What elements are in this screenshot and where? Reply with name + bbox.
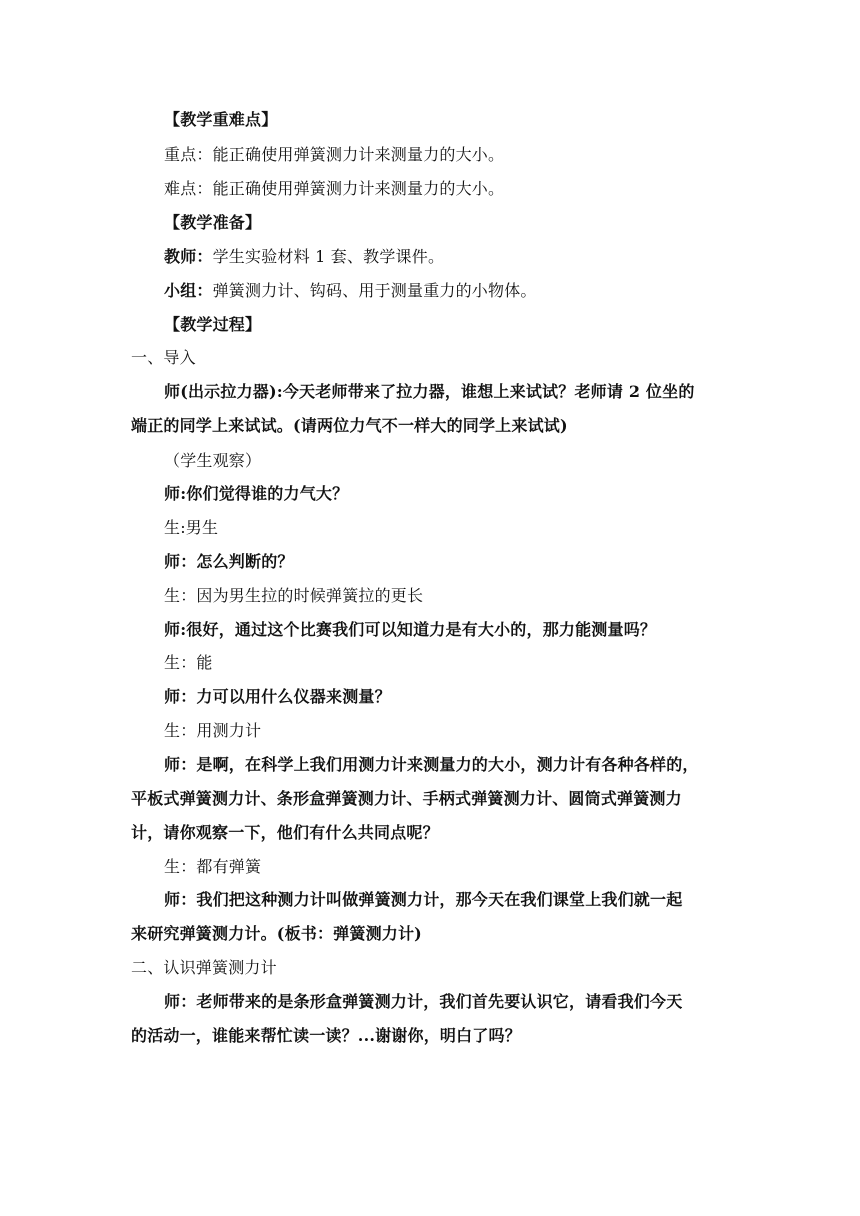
heading-process: 【教学过程】 (164, 315, 262, 334)
difficult-point-line: 难点：能正确使用弹簧测力计来测量力的大小。 (164, 179, 505, 198)
teacher-line: 计，请你观察一下，他们有什么共同点呢？ (131, 823, 439, 842)
teacher-line: 师:很好，通过这个比赛我们可以知道力是有大小的，那力能测量吗？ (164, 620, 657, 639)
group-text: 弹簧测力计、钩码、用于测量重力的小物体。 (212, 281, 537, 300)
group-label: 小组： (164, 281, 213, 300)
group-prep-line (164, 279, 537, 303)
teacher-prep-line (164, 245, 444, 269)
key-point-line: 重点：能正确使用弹簧测力计来测量力的大小。 (164, 145, 505, 164)
student-line: 生:男生 (164, 518, 219, 537)
observe-note: （学生观察） (164, 451, 262, 470)
student-line: 生：都有弹簧 (164, 857, 262, 876)
paragraph-line: 端正的同学上来试试。(请两位力气不一样大的同学上来试试) (131, 416, 568, 435)
student-line: 生：因为男生拉的时候弹簧拉的更长 (164, 586, 424, 605)
section-intro: 一、导入 (131, 348, 196, 367)
student-line: 生：用测力计 (164, 721, 262, 740)
teacher-line: 师：怎么判断的？ (164, 552, 294, 571)
teacher-line: 师：我们把这种测力计叫做弹簧测力计，那今天在我们课堂上我们就一起 (164, 890, 683, 909)
teacher-text: 学生实验材料 1 套、教学课件。 (212, 247, 445, 266)
teacher-line: 平板式弹簧测力计、条形盒弹簧测力计、手柄式弹簧测力计、圆筒式弹簧测力 (131, 789, 682, 808)
teacher-line: 师：力可以用什么仪器来测量？ (164, 687, 391, 706)
heading-preparation: 【教学准备】 (164, 213, 262, 232)
paragraph-line: 师(出示拉力器):今天老师带来了拉力器，谁想上来试试？老师请 2 位坐的 (164, 382, 695, 401)
teacher-line: 师：是啊，在科学上我们用测力计来测量力的大小，测力计有各种各样的， (164, 755, 699, 774)
teacher-line: 的活动一，谁能来帮忙读一读？...谢谢你，明白了吗？ (131, 1026, 521, 1045)
student-line: 生：能 (164, 653, 213, 672)
heading-key-points: 【教学重难点】 (164, 110, 278, 129)
section-know-spring-scale: 二、认识弹簧测力计 (131, 958, 277, 977)
teacher-line: 师：老师带来的是条形盒弹簧测力计，我们首先要认识它，请看我们今天 (164, 992, 683, 1011)
teacher-line: 来研究弹簧测力计。(板书：弹簧测力计) (131, 924, 422, 943)
teacher-line: 师:你们觉得谁的力气大？ (164, 484, 349, 503)
teacher-label: 教师： (164, 247, 213, 266)
